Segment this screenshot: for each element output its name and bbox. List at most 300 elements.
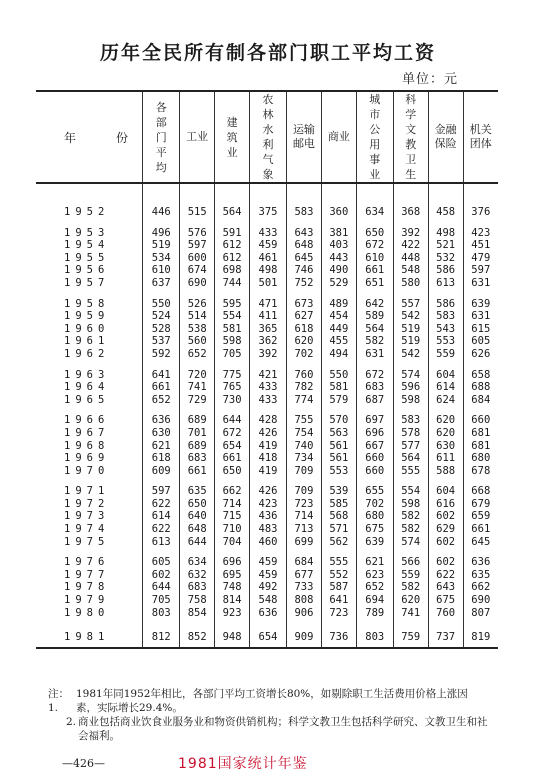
spacer-cell: [356, 219, 393, 227]
value-cell: 733: [286, 581, 321, 594]
value-cell: 448: [393, 252, 428, 265]
value-cell: 705: [215, 348, 250, 361]
value-cell: 660: [356, 452, 393, 465]
value-cell: 598: [393, 498, 428, 511]
year-cell: 1968: [64, 439, 110, 452]
value-cell: 459: [250, 239, 287, 252]
value-cell: 604: [428, 369, 463, 382]
table-row: [36, 381, 498, 394]
spacer-cell: [428, 290, 463, 298]
value-cell: 564: [215, 206, 250, 219]
value-cell: 759: [393, 627, 428, 648]
value-cell: 630: [428, 440, 463, 453]
value-cell: 596: [393, 381, 428, 394]
value-cell: 571: [321, 523, 356, 536]
value-cell: 702: [286, 348, 321, 361]
value-cell: 713: [286, 523, 321, 536]
column-header-label: 商业: [327, 130, 350, 143]
value-cell: 564: [356, 323, 393, 336]
value-cell: 610: [356, 252, 393, 265]
year-cell: 1980: [64, 606, 110, 619]
value-cell: 672: [356, 369, 393, 382]
spacer-cell: [215, 406, 250, 414]
value-cell: 789: [356, 607, 393, 620]
value-cell: 581: [215, 323, 250, 336]
value-cell: 819: [463, 627, 498, 648]
year-cell: 1963: [64, 368, 110, 381]
spacer-cell: [393, 183, 428, 206]
year-cell: 1964: [64, 381, 110, 394]
value-cell: 426: [250, 427, 287, 440]
value-cell: 563: [321, 427, 356, 440]
value-cell: 774: [286, 394, 321, 407]
year-header-right: 份: [116, 130, 129, 145]
table-row: [36, 627, 498, 648]
spacer-cell: [463, 361, 498, 369]
spacer-cell: [286, 406, 321, 414]
table-row: [36, 277, 498, 290]
year-cell: 1967: [64, 426, 110, 439]
column-header-9: [463, 91, 498, 183]
table-row: [36, 465, 498, 478]
value-cell: 581: [321, 381, 356, 394]
spacer-cell: [180, 361, 215, 369]
value-cell: 659: [463, 510, 498, 523]
value-cell: 642: [356, 298, 393, 311]
value-cell: 595: [215, 298, 250, 311]
spacer-cell: [143, 183, 180, 206]
table-row: [36, 523, 498, 536]
value-cell: 803: [356, 627, 393, 648]
value-cell: 553: [428, 335, 463, 348]
year-cell: 1972: [64, 497, 110, 510]
value-cell: 720: [180, 369, 215, 382]
value-cell: 613: [428, 277, 463, 290]
year-cell: 1962: [64, 347, 110, 360]
value-cell: 620: [428, 427, 463, 440]
value-cell: 580: [393, 277, 428, 290]
column-header-7: [393, 91, 428, 183]
value-cell: 392: [250, 348, 287, 361]
value-cell: 688: [463, 381, 498, 394]
value-cell: 423: [463, 227, 498, 240]
value-cell: 521: [428, 239, 463, 252]
column-header-label: 建筑业: [226, 115, 238, 159]
value-cell: 597: [180, 239, 215, 252]
spacer-cell: [180, 548, 215, 556]
spacer-cell: [36, 290, 143, 298]
value-cell: 568: [321, 510, 356, 523]
value-cell: 709: [286, 485, 321, 498]
wage-table-container: [36, 90, 498, 649]
year-cell: 1973: [64, 510, 110, 523]
value-cell: 612: [215, 252, 250, 265]
value-cell: 696: [215, 556, 250, 569]
value-cell: 529: [321, 277, 356, 290]
spacer-cell: [356, 406, 393, 414]
value-cell: 675: [356, 523, 393, 536]
year-header-left: 年: [64, 130, 77, 145]
value-cell: 613: [143, 536, 180, 549]
value-cell: 737: [428, 627, 463, 648]
spacer-cell: [393, 406, 428, 414]
value-cell: 460: [250, 536, 287, 549]
spacer-cell: [393, 548, 428, 556]
value-cell: 680: [463, 452, 498, 465]
value-cell: 557: [393, 298, 428, 311]
value-cell: 428: [250, 414, 287, 427]
value-cell: 577: [393, 440, 428, 453]
value-cell: 376: [463, 206, 498, 219]
value-cell: 623: [356, 569, 393, 582]
value-cell: 588: [428, 465, 463, 478]
year-cell: 1955: [64, 251, 110, 264]
value-cell: 672: [356, 239, 393, 252]
column-header-3: [250, 91, 287, 183]
group-spacer: [36, 548, 498, 556]
group-spacer: [36, 183, 498, 206]
column-header-label: 各部门平均: [155, 100, 167, 174]
value-cell: 598: [393, 394, 428, 407]
value-cell: 586: [428, 264, 463, 277]
spacer-cell: [143, 406, 180, 414]
value-cell: 479: [463, 252, 498, 265]
value-cell: 618: [143, 452, 180, 465]
value-cell: 636: [463, 556, 498, 569]
spacer-cell: [463, 548, 498, 556]
spacer-cell: [250, 477, 287, 485]
table-row: [36, 594, 498, 607]
spacer-cell: [180, 619, 215, 627]
value-cell: 695: [215, 569, 250, 582]
spacer-cell: [321, 548, 356, 556]
value-cell: 490: [321, 264, 356, 277]
value-cell: 501: [250, 277, 287, 290]
year-cell: 1978: [64, 581, 110, 594]
spacer-cell: [215, 219, 250, 227]
spacer-cell: [215, 290, 250, 298]
value-cell: 661: [143, 381, 180, 394]
value-cell: 652: [143, 394, 180, 407]
spacer-cell: [36, 406, 143, 414]
value-cell: 694: [356, 594, 393, 607]
group-spacer: [36, 290, 498, 298]
value-cell: 419: [250, 465, 287, 478]
column-header-label: 农林水利气象: [262, 93, 274, 181]
table-row: [36, 485, 498, 498]
year-cell: 1970: [64, 464, 110, 477]
spacer-cell: [428, 219, 463, 227]
value-cell: 454: [321, 310, 356, 323]
spacer-cell: [428, 183, 463, 206]
table-row: [36, 581, 498, 594]
spacer-cell: [463, 406, 498, 414]
value-cell: 741: [393, 607, 428, 620]
value-cell: 498: [250, 264, 287, 277]
value-cell: 582: [393, 510, 428, 523]
value-cell: 381: [321, 227, 356, 240]
column-header-label: 科学文教卫生: [405, 93, 417, 181]
spacer-cell: [143, 548, 180, 556]
year-cell: 1976: [64, 556, 110, 569]
value-cell: 496: [143, 227, 180, 240]
value-cell: 631: [463, 277, 498, 290]
value-cell: 419: [250, 440, 287, 453]
value-cell: 566: [393, 556, 428, 569]
year-cell: 1971: [64, 485, 110, 498]
table-row: [36, 348, 498, 361]
value-cell: 775: [215, 369, 250, 382]
value-cell: 498: [428, 227, 463, 240]
value-cell: 489: [321, 298, 356, 311]
spacer-cell: [215, 183, 250, 206]
value-cell: 741: [180, 381, 215, 394]
value-cell: 650: [215, 465, 250, 478]
value-cell: 709: [286, 465, 321, 478]
value-cell: 678: [463, 465, 498, 478]
value-cell: 648: [286, 239, 321, 252]
spacer-cell: [180, 290, 215, 298]
value-cell: 754: [286, 427, 321, 440]
value-cell: 803: [143, 607, 180, 620]
value-cell: 538: [180, 323, 215, 336]
table-row: [36, 323, 498, 336]
value-cell: 597: [143, 485, 180, 498]
value-cell: 587: [321, 581, 356, 594]
spacer-cell: [36, 361, 143, 369]
value-cell: 765: [215, 381, 250, 394]
value-cell: 622: [428, 569, 463, 582]
value-cell: 639: [356, 536, 393, 549]
value-cell: 620: [428, 414, 463, 427]
spacer-cell: [250, 290, 287, 298]
value-cell: 923: [215, 607, 250, 620]
spacer-cell: [356, 183, 393, 206]
spacer-cell: [180, 406, 215, 414]
spacer-cell: [393, 477, 428, 485]
value-cell: 651: [356, 277, 393, 290]
group-spacer: [36, 477, 498, 485]
value-cell: 433: [250, 381, 287, 394]
value-cell: 635: [180, 485, 215, 498]
value-cell: 689: [180, 440, 215, 453]
value-cell: 585: [321, 498, 356, 511]
table-row: [36, 607, 498, 620]
spacer-cell: [321, 619, 356, 627]
spacer-cell: [36, 219, 143, 227]
value-cell: 636: [250, 607, 287, 620]
year-cell: 1974: [64, 523, 110, 536]
value-cell: 578: [393, 427, 428, 440]
footnote-2: [48, 715, 488, 743]
value-cell: 368: [393, 206, 428, 219]
table-row: [36, 440, 498, 453]
value-cell: 621: [143, 440, 180, 453]
value-cell: 662: [215, 485, 250, 498]
value-cell: 550: [321, 369, 356, 382]
column-header-label: 机关团体: [469, 123, 492, 150]
footnote-2-text: 商业包括商业饮食业服务业和物资供销机构；科学文教卫生包括科学研究、文教卫生和社会福利。: [78, 716, 488, 742]
value-cell: 729: [180, 394, 215, 407]
value-cell: 553: [321, 465, 356, 478]
table-row: [36, 510, 498, 523]
spacer-cell: [428, 361, 463, 369]
table-row: [36, 239, 498, 252]
value-cell: 583: [286, 206, 321, 219]
value-cell: 668: [463, 485, 498, 498]
spacer-cell: [215, 361, 250, 369]
value-cell: 433: [250, 227, 287, 240]
spacer-cell: [463, 290, 498, 298]
value-cell: 635: [463, 569, 498, 582]
value-cell: 423: [250, 498, 287, 511]
value-cell: 643: [286, 227, 321, 240]
value-cell: 906: [286, 607, 321, 620]
value-cell: 631: [463, 310, 498, 323]
value-cell: 690: [180, 277, 215, 290]
spacer-cell: [215, 477, 250, 485]
spacer-cell: [36, 477, 143, 485]
value-cell: 652: [356, 581, 393, 594]
value-cell: 604: [428, 485, 463, 498]
value-cell: 574: [393, 536, 428, 549]
value-cell: 672: [215, 427, 250, 440]
value-cell: 422: [393, 239, 428, 252]
value-cell: 687: [356, 394, 393, 407]
value-cell: 760: [286, 369, 321, 382]
value-cell: 483: [250, 523, 287, 536]
table-row: [36, 206, 498, 219]
spacer-cell: [180, 219, 215, 227]
page-number: —426—: [62, 757, 105, 770]
value-cell: 948: [215, 627, 250, 648]
spacer-cell: [463, 183, 498, 206]
column-header-label: 运输邮电: [292, 123, 315, 150]
value-cell: 494: [321, 348, 356, 361]
spacer-cell: [393, 619, 428, 627]
value-cell: 690: [463, 594, 498, 607]
year-cell: 1957: [64, 276, 110, 289]
spacer-cell: [321, 290, 356, 298]
spacer-cell: [428, 406, 463, 414]
spacer-cell: [356, 290, 393, 298]
year-cell: 1977: [64, 568, 110, 581]
value-cell: 660: [463, 414, 498, 427]
column-header-4: [286, 91, 321, 183]
value-cell: 681: [463, 440, 498, 453]
value-cell: 740: [286, 440, 321, 453]
value-cell: 639: [463, 298, 498, 311]
value-cell: 555: [321, 556, 356, 569]
value-cell: 418: [250, 452, 287, 465]
value-cell: 598: [215, 335, 250, 348]
value-cell: 411: [250, 310, 287, 323]
year-cell: 1961: [64, 335, 110, 348]
value-cell: 559: [428, 348, 463, 361]
column-header-label: 城市公用事业: [369, 93, 381, 181]
value-cell: 564: [393, 452, 428, 465]
value-cell: 755: [286, 414, 321, 427]
spacer-cell: [286, 619, 321, 627]
value-cell: 602: [428, 536, 463, 549]
value-cell: 624: [428, 394, 463, 407]
value-cell: 622: [143, 523, 180, 536]
value-cell: 612: [215, 239, 250, 252]
value-cell: 360: [321, 206, 356, 219]
value-cell: 675: [428, 594, 463, 607]
group-spacer: [36, 619, 498, 627]
value-cell: 681: [463, 427, 498, 440]
wage-table: [36, 90, 498, 649]
value-cell: 455: [321, 335, 356, 348]
value-cell: 526: [180, 298, 215, 311]
year-cell: 1958: [64, 297, 110, 310]
value-cell: 539: [321, 485, 356, 498]
table-row: [36, 310, 498, 323]
value-cell: 661: [180, 465, 215, 478]
spacer-cell: [143, 290, 180, 298]
column-header-8: [428, 91, 463, 183]
table-row: [36, 569, 498, 582]
spacer-cell: [250, 361, 287, 369]
unit-label: 单位：元: [401, 72, 458, 87]
value-cell: 631: [356, 348, 393, 361]
value-cell: 602: [428, 556, 463, 569]
value-cell: 723: [321, 607, 356, 620]
value-cell: 723: [286, 498, 321, 511]
value-cell: 446: [143, 206, 180, 219]
value-cell: 636: [143, 414, 180, 427]
table-row: [36, 394, 498, 407]
value-cell: 808: [286, 594, 321, 607]
value-cell: 704: [215, 536, 250, 549]
value-cell: 643: [428, 581, 463, 594]
spacer-cell: [321, 361, 356, 369]
spacer-cell: [321, 183, 356, 206]
table-row: [36, 452, 498, 465]
group-spacer: [36, 406, 498, 414]
spacer-cell: [286, 290, 321, 298]
table-row: [36, 498, 498, 511]
value-cell: 621: [356, 556, 393, 569]
value-cell: 697: [356, 414, 393, 427]
table-row: [36, 335, 498, 348]
value-cell: 673: [286, 298, 321, 311]
value-cell: 683: [180, 452, 215, 465]
value-cell: 661: [215, 452, 250, 465]
spacer-cell: [321, 219, 356, 227]
table-row: [36, 298, 498, 311]
table-row: [36, 556, 498, 569]
year-cell: 1966: [64, 414, 110, 427]
value-cell: 854: [180, 607, 215, 620]
spacer-cell: [250, 619, 287, 627]
value-cell: 610: [143, 264, 180, 277]
table-title: 历年全民所有制各部门职工平均工资: [99, 42, 436, 64]
value-cell: 683: [356, 381, 393, 394]
value-cell: 814: [215, 594, 250, 607]
value-cell: 616: [428, 498, 463, 511]
value-cell: 362: [250, 335, 287, 348]
value-cell: 696: [356, 427, 393, 440]
spacer-cell: [321, 406, 356, 414]
value-cell: 699: [286, 536, 321, 549]
value-cell: 403: [321, 239, 356, 252]
year-cell: 1981: [36, 627, 143, 648]
column-header-6: [356, 91, 393, 183]
spacer-cell: [286, 361, 321, 369]
value-cell: 632: [180, 569, 215, 582]
